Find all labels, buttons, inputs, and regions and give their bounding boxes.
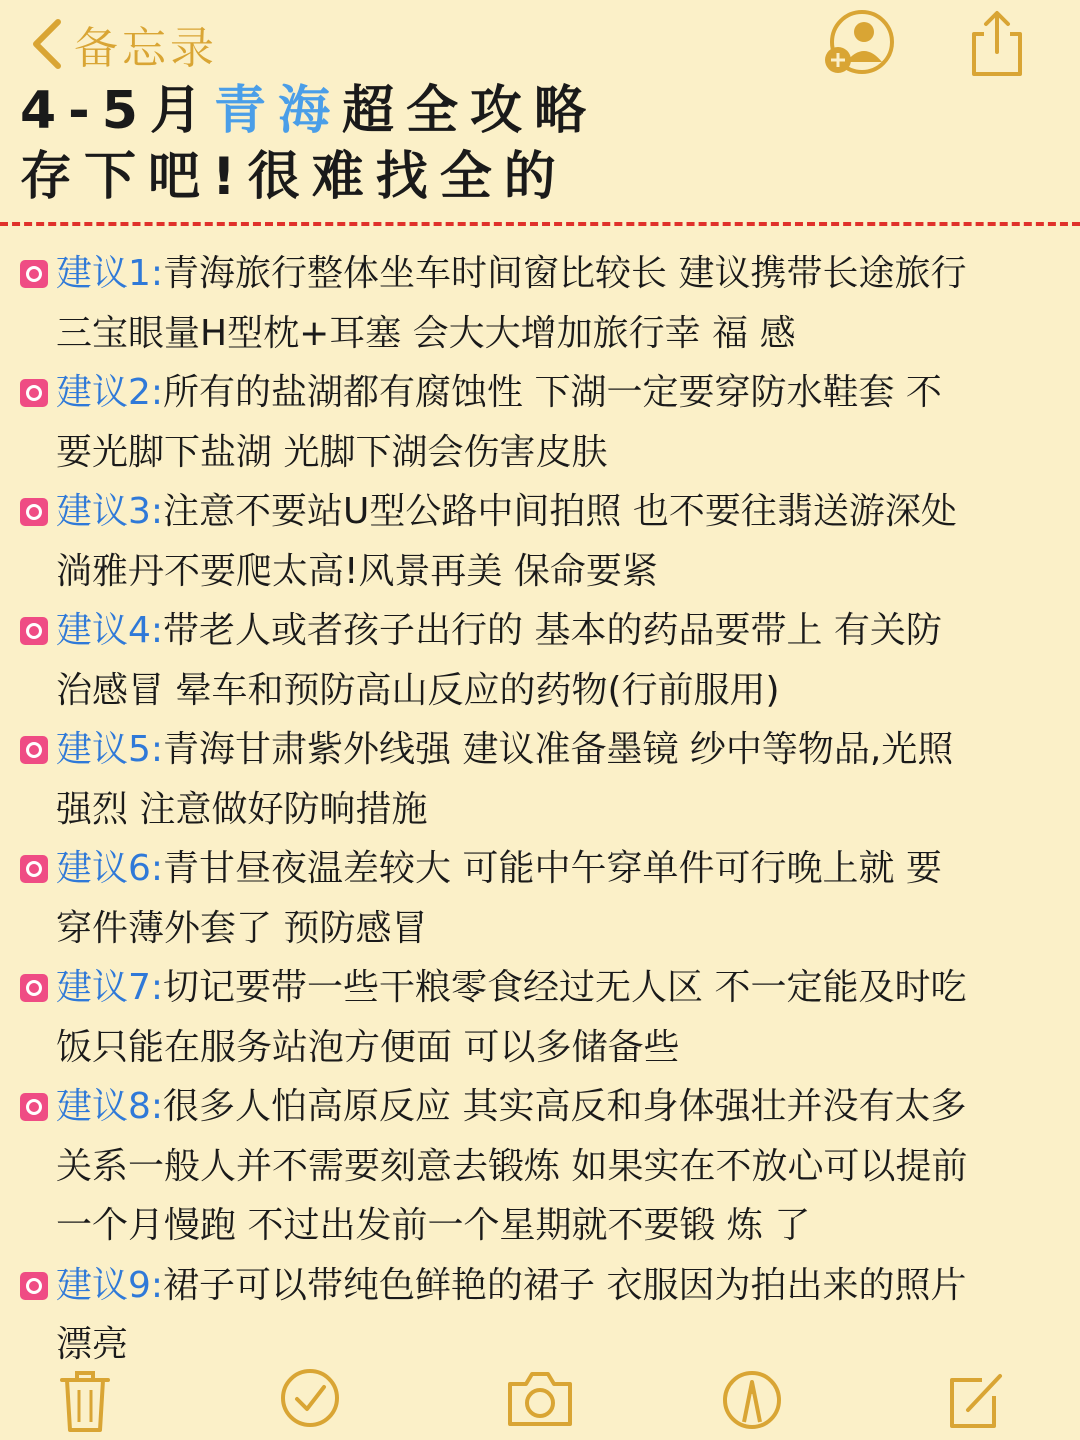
tip-text: 三宝眼量H型枕+耳塞 会大大增加旅行幸 福 感: [56, 312, 796, 354]
title-line-1: 4-5月青海超全攻略: [20, 81, 598, 141]
tip-text: 饭只能在服务站泡方便面 可以多储备些: [56, 1026, 680, 1068]
note-title: [20, 78, 598, 210]
tip-text: 穿件薄外套了 预防感冒: [56, 907, 428, 949]
bullet-icon: [20, 1093, 48, 1121]
bullet-icon: [20, 855, 48, 883]
tip-text: 切记要带一些干粮零食经过无人区 不一定能及时吃: [163, 967, 967, 1008]
checklist-icon[interactable]: [280, 1368, 340, 1428]
tip-text: 一个月慢跑 不过出发前一个星期就不要锻 炼 了: [56, 1205, 811, 1246]
dashed-divider: [0, 222, 1080, 226]
tip-label: 建议9:: [56, 1264, 164, 1306]
tip-text: 漂亮: [56, 1324, 129, 1365]
bullet-icon: [20, 1272, 48, 1300]
tip-item: [20, 720, 1060, 839]
tip-text: 注意不要站U型公路中间拍照 也不要往翡送游深处: [163, 491, 957, 532]
title-line-2: 存下吧!很难找全的: [20, 147, 568, 207]
tip-text: 很多人怕高原反应 其实高反和身体强壮并没有太多: [163, 1086, 967, 1127]
tip-text: 裙子可以带纯色鲜艳的裙子 衣服因为拍出来的照片: [163, 1264, 967, 1306]
bullet-icon: [20, 260, 48, 288]
tip-item: [20, 363, 1060, 482]
trash-icon[interactable]: [58, 1368, 112, 1434]
chevron-left-icon: [28, 16, 68, 72]
tip-label: 建议6:: [56, 848, 164, 889]
tip-label: 建议3:: [56, 491, 164, 532]
title-highlight: 青海: [213, 81, 342, 141]
tip-item: [20, 958, 1060, 1077]
camera-icon[interactable]: [506, 1368, 574, 1428]
bullet-icon: [20, 498, 48, 526]
share-icon[interactable]: [966, 8, 1028, 78]
tip-item: [20, 1256, 1060, 1375]
tip-text: 青海旅行整体坐车时间窗比较长 建议携带长途旅行: [163, 253, 967, 294]
tip-item: [20, 601, 1060, 720]
tip-item: [20, 482, 1060, 601]
markup-pen-icon[interactable]: [722, 1368, 782, 1430]
bullet-icon: [20, 974, 48, 1002]
tip-label: 建议1:: [56, 253, 164, 294]
tip-text: 青海甘肃紫外线强 建议准备墨镜 纱中等物品,光照: [163, 729, 954, 770]
tip-item: [20, 839, 1060, 958]
tip-label: 建议4:: [56, 610, 164, 651]
tip-text: 强烈 注意做好防晌措施: [56, 788, 428, 830]
back-button[interactable]: [28, 12, 218, 76]
compose-icon[interactable]: [946, 1368, 1004, 1430]
tip-item: [20, 1077, 1060, 1256]
tip-text: 所有的盐湖都有腐蚀性 下湖一定要穿防水鞋套 不: [163, 372, 942, 413]
tip-text: 关系一般人并不需要刻意去锻炼 如果实在不放心可以提前: [56, 1145, 968, 1187]
tip-label: 建议2:: [56, 372, 164, 413]
tip-text: 治感冒 晕车和预防高山反应的药物(行前服用): [56, 669, 780, 711]
tip-label: 建议8:: [56, 1086, 164, 1127]
add-person-icon[interactable]: [818, 8, 898, 78]
tip-text: 要光脚下盐湖 光脚下湖会伤害皮肤: [56, 431, 608, 473]
bottom-toolbar: [0, 1368, 1080, 1440]
nav-bar: [0, 0, 1080, 80]
bullet-icon: [20, 379, 48, 407]
tip-item: [20, 244, 1060, 363]
bullet-icon: [20, 736, 48, 764]
tip-text: 青甘昼夜温差较大 可能中午穿单件可行晚上就 要: [163, 848, 942, 889]
tip-label: 建议5:: [56, 729, 164, 770]
tip-label: 建议7:: [56, 967, 164, 1008]
tip-text: 带老人或者孩子出行的 基本的药品要带上 有关防: [163, 610, 942, 651]
tip-text: 淌雅丹不要爬太高!风景再美 保命要紧: [56, 550, 658, 592]
bullet-icon: [20, 617, 48, 645]
note-body[interactable]: [20, 244, 1060, 1375]
back-label: 备忘录: [74, 23, 218, 74]
